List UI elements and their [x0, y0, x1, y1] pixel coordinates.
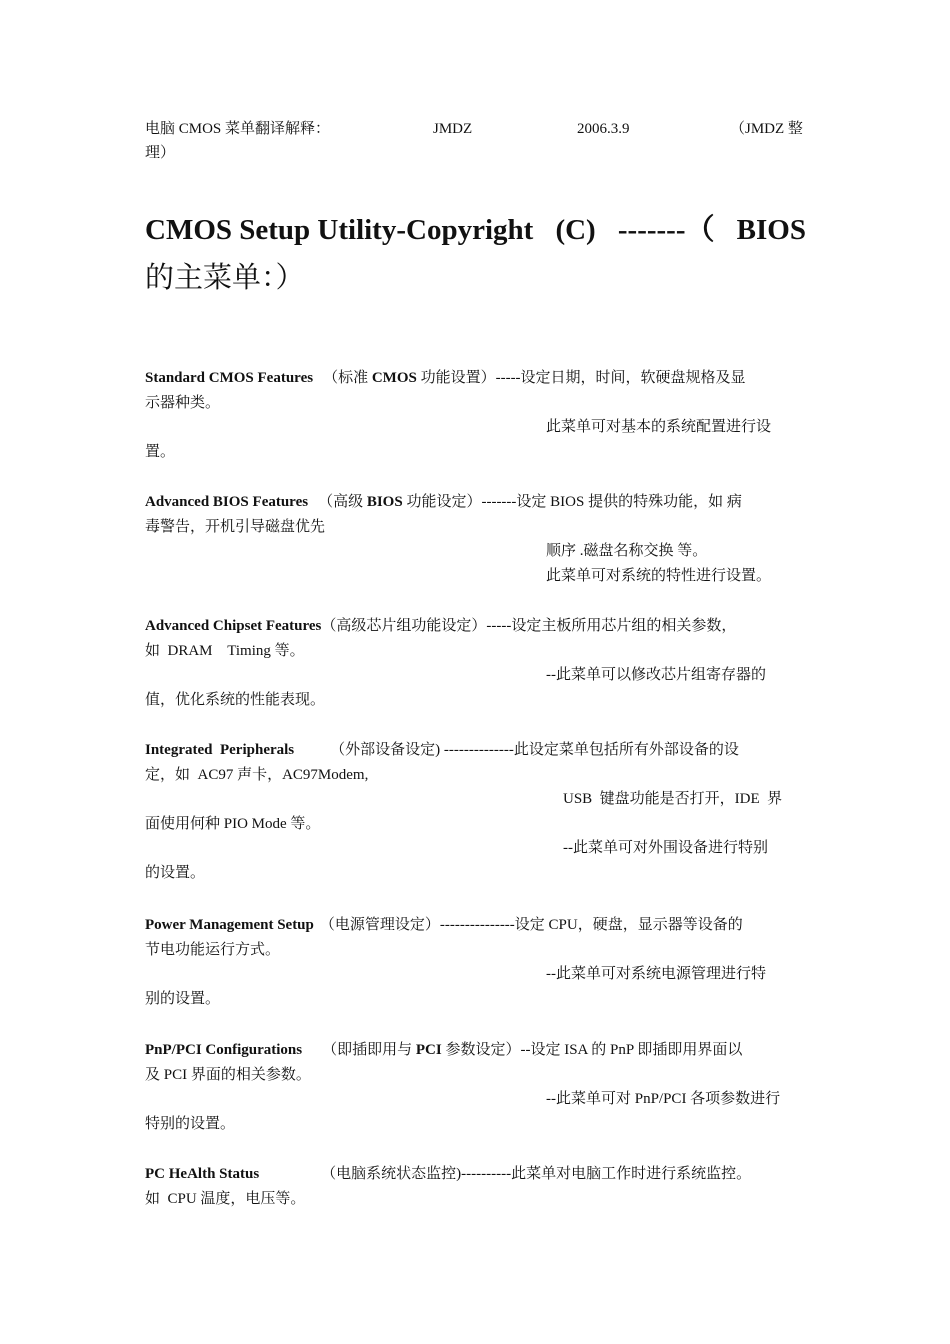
doc-header-title: 电脑 CMOS 菜单翻译解释：: [145, 121, 331, 137]
section-line: 定，如 AC97 声卡，AC97Modem,: [145, 766, 369, 783]
section-heading: PnP/PCI Configurations: [145, 1042, 303, 1058]
section-indented-text: 顺序 .磁盘名称交换 等。: [546, 543, 708, 559]
section-text: （高级芯片组功能设定）-----设定主板所用芯片组的相关参数，: [321, 618, 737, 634]
section-line: 值，优化系统的性能表现。: [145, 691, 326, 708]
section-line: 示器种类。: [145, 394, 221, 411]
section-heading: Advanced BIOS Features: [145, 494, 309, 510]
section-line: 面使用何种 PIO Mode 等。: [145, 815, 321, 832]
section-text-bold: PCI: [415, 1042, 442, 1058]
section-line: 及 PCI 界面的相关参数。: [145, 1066, 311, 1083]
section-indented-text: --此菜单可对系统电源管理进行特: [546, 966, 766, 982]
section-line: 特别的设置。: [145, 1115, 236, 1132]
section-line: 的设置。: [145, 864, 206, 881]
section-indented-text: --此菜单可以修改芯片组寄存器的: [546, 667, 766, 683]
main-title-part-a: CMOS Setup Utility-Copyright: [145, 214, 534, 246]
section-heading: Power Management Setup: [145, 917, 314, 933]
section-line: 节电功能运行方式。: [145, 941, 281, 958]
section-text: （标准: [323, 370, 372, 386]
section-line: [145, 415, 806, 440]
section-line: [145, 787, 806, 812]
main-title-part-b: (C): [555, 214, 596, 246]
section-standard-cmos: [145, 366, 806, 464]
section-heading: Integrated Peripherals: [145, 742, 295, 758]
doc-header-note-wrap: 理）: [145, 145, 176, 161]
section-power-management: [145, 913, 806, 1011]
section-text: 参数设定）--设定 ISA 的 PnP 即插即用界面以: [441, 1042, 743, 1058]
section-line: [145, 1087, 806, 1112]
section-line: [145, 1162, 806, 1187]
section-text: 功能设定）-------设定 BIOS 提供的特殊功能，如 病: [402, 494, 742, 510]
section-text-bold: CMOS: [371, 370, 417, 386]
section-line: [145, 913, 806, 938]
section-line: 别的设置。: [145, 990, 221, 1007]
section-line: [145, 1038, 806, 1063]
section-line: [145, 564, 806, 589]
main-title-part-d: BIOS: [736, 214, 806, 246]
main-title-line1: [145, 210, 806, 250]
section-line: 如 DRAM Timing 等。: [145, 642, 305, 659]
section-advanced-bios: [145, 490, 806, 588]
main-title-part-c: -------（: [617, 214, 715, 246]
section-line: 置。: [145, 443, 176, 460]
section-line: 如 CPU 温度，电压等。: [145, 1190, 306, 1207]
section-indented-text: --此菜单可对外围设备进行特别: [563, 840, 768, 856]
section-indented-text: USB 键盘功能是否打开，IDE 界: [563, 791, 783, 807]
section-heading: PC HeAlth Status: [145, 1166, 260, 1182]
section-text: 功能设置）-----设定日期，时间，软硬盘规格及显: [416, 370, 746, 386]
section-pc-health: [145, 1162, 806, 1211]
section-line: [145, 366, 806, 391]
section-text: （电源管理设定）---------------设定 CPU，硬盘，显示器等设备的: [319, 917, 743, 933]
section-integrated-peripherals: [145, 738, 806, 885]
section-indented-text: 此菜单可对基本的系统配置进行设: [546, 419, 772, 435]
section-heading: Standard CMOS Features: [145, 370, 314, 386]
doc-header-author: JMDZ: [433, 121, 473, 137]
section-line: [145, 663, 806, 688]
doc-header-note: （JMDZ 整: [730, 121, 803, 137]
section-line: [145, 539, 806, 564]
section-line: [145, 738, 806, 763]
doc-header-date: 2006.3.9: [577, 121, 630, 137]
section-text: （电脑系统状态监控)----------此菜单对电脑工作时进行系统监控。: [321, 1166, 752, 1182]
section-line: [145, 836, 806, 861]
section-heading: Advanced Chipset Features: [145, 618, 322, 634]
section-text: （即插即用与: [322, 1042, 416, 1058]
section-line: [145, 614, 806, 639]
section-indented-text: 此菜单可对系统的特性进行设置。: [546, 567, 772, 584]
section-line: [145, 490, 806, 515]
section-line: 毒警告，开机引导磁盘优先: [145, 518, 326, 535]
section-advanced-chipset: [145, 614, 806, 712]
section-line: [145, 962, 806, 987]
main-title-line2: 的主菜单：）: [145, 262, 305, 294]
section-text: （高级: [318, 494, 367, 510]
section-text-bold: BIOS: [366, 494, 403, 510]
section-text: （外部设备设定) --------------此设定菜单包括所有外部设备的设: [330, 742, 739, 758]
section-pnp-pci: [145, 1038, 806, 1136]
section-indented-text: --此菜单可对 PnP/PCI 各项参数进行: [546, 1091, 781, 1107]
